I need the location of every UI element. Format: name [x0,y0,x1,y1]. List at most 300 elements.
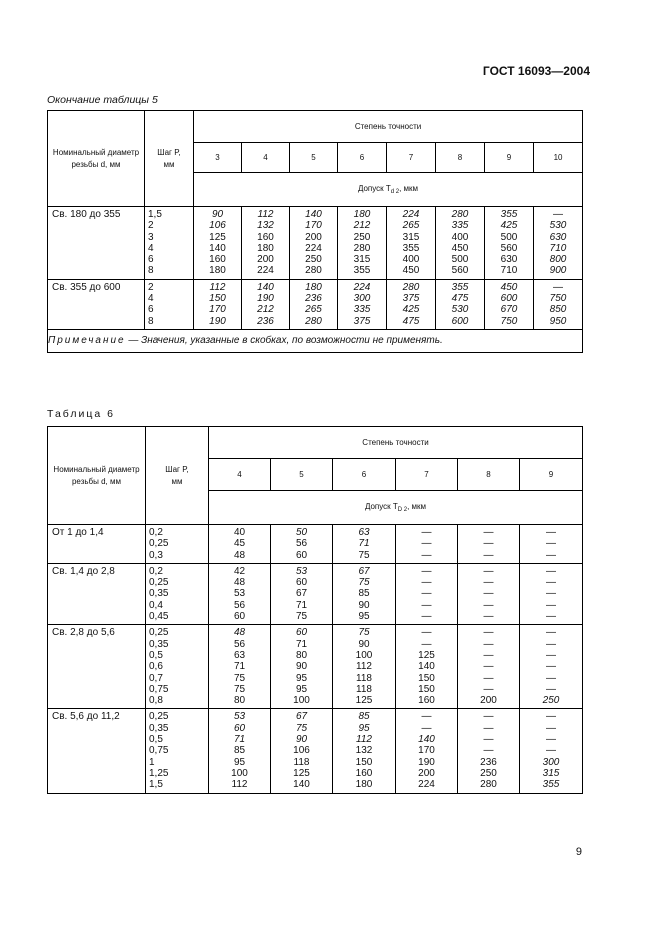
pitch-value: 0,25 [149,711,169,723]
tolerance-value: 375 [353,315,371,327]
tolerance-cell [396,709,458,793]
tolerance-value: 236 [257,315,274,327]
tolerance-value: 300 [542,756,560,768]
tolerance-value: 224 [353,281,371,293]
tolerance-value: 75 [358,577,370,589]
table5 [47,110,583,353]
tolerance-value: 315 [402,231,420,243]
tolerance-value: 75 [295,722,308,734]
pitch-value: 8 [148,315,154,327]
tolerance-value: 90 [295,734,308,746]
tolerance-value: — [546,734,556,746]
tolerance-cell [209,709,271,793]
pitch-value: 6 [148,304,154,316]
grade-header: Степень точности [194,111,583,143]
standard-number: ГОСТ 16093—2004 [482,64,590,78]
tolerance-value: 67 [295,588,308,600]
tolerance-value: 750 [549,293,567,305]
tolerance-value: 112 [356,734,372,746]
tolerance-value: 160 [257,231,274,243]
tolerance-value: 160 [355,767,373,779]
tolerance-cell [290,207,338,280]
tolerance-value: 355 [542,779,560,791]
tolerance-value: 53 [295,565,308,577]
tolerance-value: — [546,672,556,684]
tolerance-subscript: d 2 [390,189,400,195]
tolerance-value: 45 [233,538,246,550]
tolerance-value: 63 [358,527,370,538]
tolerance-value: 67 [358,565,370,577]
tolerance-value: 75 [233,683,246,695]
diameter-header: Номинальный диаметр резьбы d, мм [48,111,145,207]
grade-5: 5 [290,143,338,173]
tolerance-value: 112 [209,281,226,293]
tolerance-value: 56 [233,638,246,650]
tolerance-value: 265 [305,304,322,316]
tolerance-value: — [546,745,556,757]
tolerance-value: 250 [542,695,560,707]
tolerance-value: — [421,722,432,734]
tolerance-value: 95 [358,611,370,623]
pitch-value: 1 [149,756,155,768]
table-row [48,525,583,564]
pitch-cell [146,525,209,564]
tolerance-value: — [546,538,556,550]
tolerance-value: 71 [358,538,370,550]
tolerance-value: 50 [295,527,308,538]
tolerance-value: 190 [257,293,274,305]
tolerance-value: 132 [257,220,274,232]
pitch-value: 2 [148,281,154,293]
tolerance-value: 335 [353,304,371,316]
tolerance-value: — [546,565,556,577]
tolerance-value: — [553,209,564,220]
tolerance-value: 190 [209,315,226,327]
pitch-value: 0,75 [149,745,169,757]
diameter-range: Св. 1,4 до 2,8 [48,563,146,624]
tolerance-value: 95 [358,722,370,734]
pitch-value: 0,35 [149,588,169,600]
grade-3: 3 [194,143,242,173]
tolerance-value: 80 [295,649,308,661]
table-row [48,279,583,329]
tolerance-cell [271,525,333,564]
tolerance-value: 400 [451,231,469,243]
tolerance-value: — [483,661,494,673]
tolerance-value: 106 [293,745,310,757]
pitch-value: 0,6 [149,661,163,673]
tolerance-cell [436,279,485,329]
pitch-value: 0,4 [149,599,163,611]
tolerance-value: — [483,672,494,684]
tolerance-cell [485,207,534,280]
tolerance-value: — [553,281,564,293]
tolerance-subscript: D 2 [397,507,408,513]
tolerance-value: 60 [233,722,246,734]
tolerance-value: 280 [305,315,322,327]
tolerance-suffix: , мкм [407,502,427,511]
pitch-cell [146,563,209,624]
table-row [48,709,583,793]
tolerance-value: 224 [402,209,420,220]
tolerance-value: 75 [295,611,308,623]
tolerance-value: 236 [480,756,497,768]
diameter-header: Номинальный диаметр резьбы d, мм [48,427,146,525]
tolerance-value: 140 [257,281,274,293]
tolerance-cell [458,525,520,564]
tolerance-value: 710 [549,242,567,254]
tolerance-value: 180 [353,209,371,220]
tolerance-cell [333,525,396,564]
pitch-value: 6 [148,254,154,266]
tolerance-value: — [421,538,432,550]
tolerance-value: 67 [295,711,308,723]
table-row [48,207,583,280]
tolerance-value: 355 [500,209,518,220]
tolerance-cell [520,563,583,624]
tolerance-value: 530 [451,304,469,316]
grade-8: 8 [436,143,485,173]
tolerance-value: 800 [549,254,567,266]
tolerance-value: 630 [549,231,567,243]
grade-4: 4 [209,459,271,491]
tolerance-value: 170 [418,745,435,757]
tolerance-value: — [483,577,494,589]
diameter-range: Св. 355 до 600 [48,279,145,329]
tolerance-value: 150 [209,293,226,305]
tolerance-value: 132 [355,745,373,757]
tolerance-value: 560 [451,265,469,277]
grade-10: 10 [534,143,583,173]
tolerance-value: 375 [402,293,420,305]
tolerance-value: 75 [358,549,370,561]
diameter-range: От 1 до 1,4 [48,525,146,564]
tolerance-value: 280 [402,281,420,293]
grade-9: 9 [520,459,583,491]
table5-caption: Окончание таблицы 5 [47,94,158,106]
tolerance-suffix: , мкм [399,184,419,193]
tolerance-cell [271,709,333,793]
tolerance-value: 236 [305,293,322,305]
tolerance-value: 95 [295,683,308,695]
tolerance-value: 150 [418,672,435,684]
tolerance-value: 425 [500,220,518,232]
tolerance-value: 118 [293,756,310,768]
tolerance-cell [520,525,583,564]
grade-6: 6 [333,459,396,491]
tolerance-value: 750 [500,315,518,327]
diameter-range: Св. 5,6 до 11,2 [48,709,146,793]
tolerance-cell [534,207,583,280]
tolerance-value: 250 [305,254,322,266]
tolerance-value: 90 [358,638,370,650]
note-label: Примечание [48,335,126,347]
tolerance-cell [209,563,271,624]
tolerance-value: 355 [402,242,420,254]
tolerance-cell [387,207,436,280]
tolerance-cell [333,709,396,793]
tolerance-value: 450 [402,265,420,277]
tolerance-value: 60 [233,611,246,623]
tolerance-value: — [421,711,432,723]
tolerance-value: 190 [418,756,435,768]
tolerance-value: — [546,722,556,734]
tolerance-value: 180 [355,779,373,791]
pitch-value: 0,8 [149,695,163,707]
tolerance-value: 106 [209,220,226,232]
tolerance-value: — [546,711,556,723]
tolerance-value: 200 [305,231,322,243]
pitch-value: 0,25 [149,538,169,550]
tolerance-value: 280 [353,242,371,254]
grade-7: 7 [396,459,458,491]
note-text: — Значения, указанные в скобках, по возможности не применять. [125,335,443,347]
pitch-value: 0,5 [149,649,163,661]
tolerance-header [194,173,583,207]
pitch-header: Шаг P, мм [145,111,194,207]
tolerance-value: 250 [480,767,497,779]
tolerance-value: 315 [353,254,371,266]
grade-7: 7 [387,143,436,173]
grade-header: Степень точности [209,427,583,459]
tolerance-cell [458,625,520,709]
tolerance-value: 475 [451,293,469,305]
tolerance-value: 450 [500,281,518,293]
tolerance-value: 140 [209,242,226,254]
tolerance-value: 160 [209,254,226,266]
tolerance-value: 600 [500,293,518,305]
tolerance-cell [458,709,520,793]
tolerance-value: 475 [402,315,420,327]
table6-caption: Таблица 6 [47,408,115,420]
tolerance-value: 112 [231,779,248,791]
tolerance-value: 125 [418,649,435,661]
tolerance-value: — [483,627,494,639]
tolerance-value: 212 [353,220,371,232]
tolerance-cell [290,279,338,329]
tolerance-value: — [483,549,494,561]
tolerance-value: 95 [295,672,308,684]
tolerance-value: 850 [549,304,567,316]
tolerance-value: — [546,599,556,611]
tolerance-value: 140 [418,734,435,746]
pitch-value: 0,2 [149,565,163,577]
tolerance-cell [387,279,436,329]
tolerance-value: 125 [355,695,373,707]
tolerance-value: 140 [418,661,435,673]
pitch-cell [145,279,194,329]
tolerance-value: 60 [295,549,308,561]
tolerance-value: — [483,638,494,650]
pitch-value: 0,45 [149,611,169,623]
tolerance-value: 90 [295,661,308,673]
pitch-value: 1,5 [149,779,163,791]
tolerance-value: 118 [356,683,372,695]
tolerance-prefix: Допуск T [364,502,398,511]
tolerance-value: 140 [293,779,310,791]
tolerance-value: 118 [356,672,372,684]
tolerance-value: — [421,527,432,538]
pitch-value: 1,5 [148,209,162,220]
tolerance-value: 630 [500,254,518,266]
tolerance-value: 48 [233,549,246,561]
tolerance-value: — [421,638,432,650]
tolerance-cell [209,625,271,709]
tolerance-value: — [483,611,494,623]
tolerance-value: 180 [305,281,322,293]
tolerance-header [209,491,583,525]
tolerance-value: 48 [233,627,246,639]
tolerance-value: — [483,683,494,695]
tolerance-value: 90 [358,599,370,611]
tolerance-cell [338,279,387,329]
tolerance-value: — [483,649,494,661]
tolerance-value: — [483,722,494,734]
tolerance-value: 180 [209,265,226,277]
pitch-value: 0,75 [149,683,169,695]
diameter-range: Св. 2,8 до 5,6 [48,625,146,709]
tolerance-value: 280 [451,209,469,220]
pitch-value: 4 [148,293,154,305]
pitch-cell [146,625,209,709]
tolerance-prefix: Допуск T [357,184,391,193]
tolerance-value: 53 [233,711,246,723]
tolerance-value: 100 [231,767,248,779]
grade-6: 6 [338,143,387,173]
grade-8: 8 [458,459,520,491]
tolerance-value: 140 [305,209,322,220]
pitch-value: 3 [148,231,154,243]
tolerance-value: 100 [293,695,310,707]
tolerance-value: 150 [355,756,373,768]
tolerance-value: 560 [500,242,518,254]
pitch-value: 0,5 [149,734,163,746]
tolerance-value: 125 [209,231,226,243]
tolerance-value: 315 [542,767,560,779]
tolerance-value: — [546,627,556,639]
tolerance-value: 280 [480,779,497,791]
tolerance-value: — [483,538,494,550]
tolerance-value: 300 [353,293,371,305]
tolerance-value: — [483,734,494,746]
tolerance-value: 56 [295,538,308,550]
tolerance-value: — [546,577,556,589]
tolerance-value: 63 [233,649,246,661]
page-number: 9 [575,846,582,858]
tolerance-value: — [546,527,556,538]
tolerance-value: 950 [549,315,567,327]
tolerance-value: 355 [353,265,371,277]
tolerance-value: — [421,627,432,639]
tolerance-value: 355 [451,281,469,293]
tolerance-value: 500 [451,254,469,266]
tolerance-value: 710 [500,265,518,277]
tolerance-cell [242,279,290,329]
tolerance-value: 150 [418,683,435,695]
tolerance-cell [194,207,242,280]
tolerance-value: — [546,649,556,661]
tolerance-value: — [546,588,556,600]
tolerance-value: 75 [358,627,370,639]
tolerance-value: — [483,527,494,538]
tolerance-value: 85 [233,745,246,757]
tolerance-value: 900 [549,265,567,277]
tolerance-value: 100 [355,649,373,661]
tolerance-value: — [546,661,556,673]
pitch-cell [146,709,209,793]
table5-note [48,329,583,352]
pitch-value: 0,25 [149,577,169,589]
tolerance-value: — [546,638,556,650]
tolerance-value: — [483,565,494,577]
tolerance-value: 53 [233,588,246,600]
tolerance-value: 160 [418,695,435,707]
tolerance-value: 170 [305,220,322,232]
pitch-header: Шаг P, мм [146,427,209,525]
tolerance-value: 80 [233,695,246,707]
tolerance-value: — [546,683,556,695]
tolerance-cell [333,625,396,709]
tolerance-cell [396,563,458,624]
tolerance-value: — [421,588,432,600]
tolerance-cell [520,625,583,709]
tolerance-cell [271,625,333,709]
tolerance-value: 90 [211,209,224,220]
tolerance-cell [485,279,534,329]
grade-5: 5 [271,459,333,491]
tolerance-value: — [483,745,494,757]
pitch-value: 0,2 [149,527,163,538]
tolerance-value: — [421,565,432,577]
pitch-value: 1,25 [149,767,169,779]
pitch-value: 4 [148,242,154,254]
tolerance-value: 200 [418,767,435,779]
tolerance-value: — [483,711,494,723]
tolerance-value: 60 [295,627,308,639]
tolerance-value: 60 [295,577,308,589]
pitch-value: 0,7 [149,672,163,684]
tolerance-cell [396,625,458,709]
tolerance-value: 40 [233,527,246,538]
tolerance-value: 125 [293,767,310,779]
pitch-value: 0,3 [149,549,163,561]
tolerance-value: 71 [233,734,246,746]
tolerance-value: 400 [402,254,420,266]
pitch-value: 0,35 [149,638,169,650]
table-row [48,625,583,709]
tolerance-value: 42 [233,565,246,577]
tolerance-value: 280 [305,265,322,277]
tolerance-value: — [483,599,494,611]
tolerance-value: 75 [233,672,246,684]
tolerance-value: 530 [549,220,567,232]
grade-4: 4 [242,143,290,173]
tolerance-value: 112 [356,661,372,673]
tolerance-value: 71 [233,661,246,673]
tolerance-value: — [546,611,556,623]
tolerance-cell [271,563,333,624]
pitch-value: 0,35 [149,722,169,734]
tolerance-value: 265 [402,220,420,232]
tolerance-value: 95 [233,756,246,768]
tolerance-cell [333,563,396,624]
tolerance-cell [194,279,242,329]
tolerance-value: — [421,549,432,561]
tolerance-value: 170 [209,304,226,316]
tolerance-cell [458,563,520,624]
grade-9: 9 [485,143,534,173]
tolerance-value: 250 [353,231,371,243]
